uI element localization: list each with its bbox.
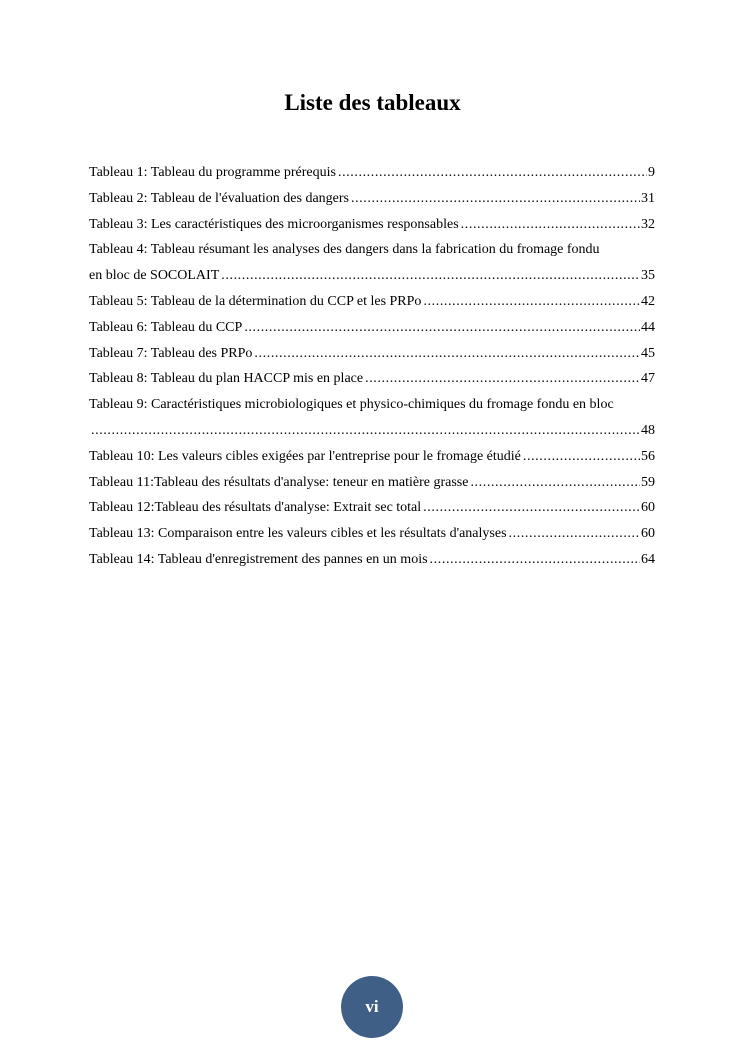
dot-leader — [423, 495, 640, 521]
dot-leader — [423, 289, 640, 315]
toc-entry[interactable] — [89, 495, 655, 521]
toc-page-number: 60 — [641, 526, 655, 542]
toc-entry-line — [89, 289, 655, 315]
toc-entry-line — [89, 341, 655, 367]
toc-entry-first-line — [89, 237, 655, 263]
dot-leader — [244, 315, 640, 341]
toc-entry-title: Tableau 2: Tableau de l'évaluation des dangers — [89, 190, 349, 206]
toc-entry-title: Tableau 12:Tableau des résultats d'analyse: Extrait sec total — [89, 500, 422, 516]
toc-entry-title: Tableau 3: Les caractéristiques des microorganismes responsables — [89, 216, 459, 232]
toc-page-number: 47 — [641, 371, 655, 387]
toc-entry[interactable] — [89, 315, 655, 341]
toc-entry[interactable] — [89, 237, 655, 289]
toc-entry-title: Tableau 8: Tableau du plan HACCP mis en place — [89, 371, 364, 387]
toc-page-number: 42 — [641, 293, 655, 309]
toc-entry-line — [89, 495, 655, 521]
dot-leader — [91, 418, 640, 444]
dot-leader — [254, 341, 640, 367]
toc-entry-line — [89, 418, 655, 444]
toc-page-number: 45 — [641, 345, 655, 361]
toc-entry-title: Tableau 6: Tableau du CCP — [89, 319, 243, 335]
toc-entry[interactable] — [89, 186, 655, 212]
toc-entry[interactable] — [89, 521, 655, 547]
toc-page-number: 35 — [641, 268, 655, 284]
toc-entry-title: Tableau 5: Tableau de la détermination du CCP et les PRPo — [89, 293, 422, 309]
dot-leader — [351, 186, 640, 212]
page-title: Liste des tableaux — [284, 90, 461, 115]
toc-entry-line — [89, 444, 655, 470]
toc-entry-line — [89, 263, 655, 289]
toc-entry[interactable] — [89, 547, 655, 573]
toc-entry[interactable] — [89, 289, 655, 315]
toc-page-number: 48 — [641, 422, 655, 438]
toc-page-number: 59 — [641, 474, 655, 490]
toc-entry-title: Tableau 7: Tableau des PRPo — [89, 345, 253, 361]
toc-entry-title: en bloc de SOCOLAIT — [89, 268, 220, 284]
toc-entry-line — [89, 547, 655, 573]
toc-entry[interactable] — [89, 392, 655, 444]
toc-entry-title: Tableau 1: Tableau du programme prérequis — [89, 165, 336, 180]
toc-page-number: 9 — [648, 165, 655, 180]
toc-entry-first-line — [89, 392, 655, 418]
dot-leader — [338, 160, 647, 186]
toc-page-number: 64 — [641, 551, 655, 567]
toc-entry[interactable] — [89, 212, 655, 238]
toc-entry-line — [89, 315, 655, 341]
toc-page-number: 31 — [641, 190, 655, 206]
toc-entry-line — [89, 521, 655, 547]
toc-entry[interactable] — [89, 444, 655, 470]
toc-entry-title: Tableau 11:Tableau des résultats d'analyse: teneur en matière grasse — [89, 474, 469, 490]
toc-entry-title: Tableau 13: Comparaison entre les valeurs cibles et les résultats d'analyses — [89, 526, 507, 542]
toc-entry-line — [89, 470, 655, 496]
dot-leader — [365, 366, 640, 392]
toc-page-number: 56 — [641, 448, 655, 464]
table-of-tables — [89, 160, 655, 573]
toc-page-number: 44 — [641, 319, 655, 335]
dot-leader — [221, 263, 640, 289]
toc-entry[interactable] — [89, 160, 655, 186]
toc-entry[interactable] — [89, 341, 655, 367]
toc-entry[interactable] — [89, 470, 655, 496]
toc-entry-title: Tableau 9: Caractéristiques microbiologiques et physico-chimiques du fromage fondu en bloc — [89, 397, 614, 413]
toc-entry-title: Tableau 14: Tableau d'enregistrement des pannes en un mois — [89, 551, 428, 567]
dot-leader — [523, 444, 640, 470]
toc-page-number: 32 — [641, 216, 655, 232]
toc-entry-title: Tableau 10: Les valeurs cibles exigées par l'entreprise pour le fromage étudié — [89, 448, 521, 464]
dot-leader — [470, 470, 640, 496]
page-number-badge: vi — [341, 976, 403, 1038]
toc-entry-line — [89, 160, 655, 186]
toc-entry-line — [89, 186, 655, 212]
toc-entry-title: Tableau 4: Tableau résumant les analyses des dangers dans la fabrication du fromage fondu — [89, 242, 600, 258]
dot-leader — [461, 212, 640, 238]
toc-page-number: 60 — [641, 500, 655, 516]
toc-entry-line — [89, 366, 655, 392]
toc-entry[interactable] — [89, 366, 655, 392]
dot-leader — [430, 547, 640, 573]
dot-leader — [509, 521, 640, 547]
toc-entry-line — [89, 212, 655, 238]
